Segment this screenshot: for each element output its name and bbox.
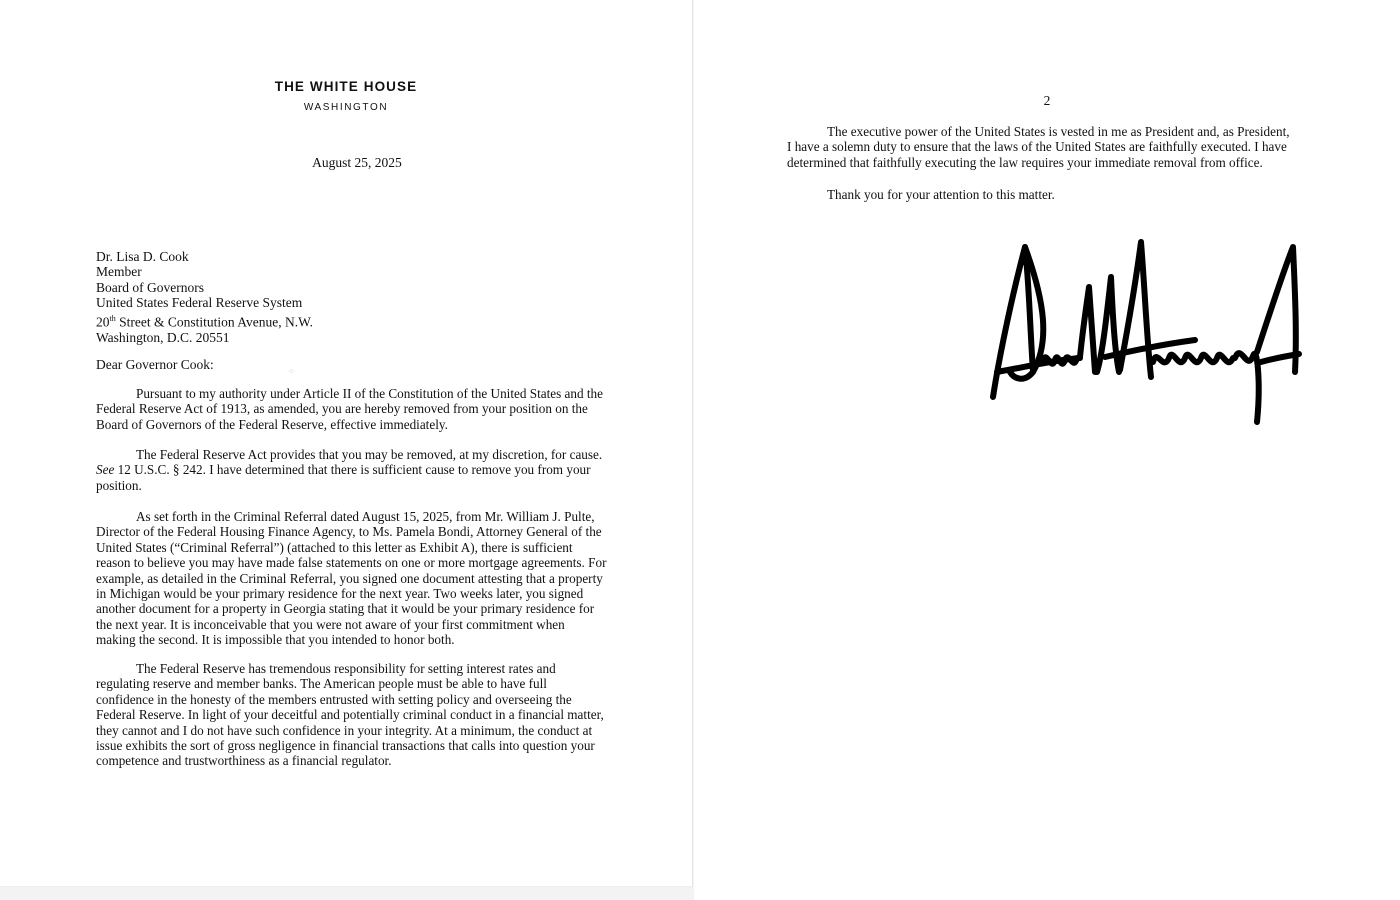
paragraph-line: Federal Reserve Act of 1913, as amended, you are hereby removed from your position on the [96, 401, 588, 417]
closing-line: Thank you for your attention to this matter. [827, 187, 1055, 202]
page-number: 2 [1043, 93, 1051, 108]
street-name: Street & Constitution Avenue, N.W. [115, 314, 313, 330]
citation-text: 12 U.S.C. § 242. I have determined that there is sufficient cause to remove you from your [114, 462, 591, 478]
letterhead-title: THE WHITE HOUSE [274, 79, 418, 94]
paragraph-line: United States (“Criminal Referral”) (attached to this letter as Exhibit A), there is sufficient [96, 539, 573, 555]
paragraph-line: Federal Reserve. In light of your deceitful and potentially criminal conduct in a financial matter, [96, 707, 604, 723]
scan-speck: ⁘ [288, 367, 295, 376]
citation-signal: See [96, 462, 115, 478]
paragraph-line: The Federal Reserve has tremendous responsibility for setting interest rates and [136, 661, 556, 676]
address-line: Dr. Lisa D. Cook [96, 249, 189, 264]
paragraph-line: they cannot and I do not have such confidence in your integrity. At a minimum, the conduct at [96, 722, 593, 738]
paragraph-line: determined that faithfully executing the law requires your immediate removal from office. [787, 154, 1263, 170]
paragraph-line: Pursuant to my authority under Article II of the Constitution of the United States and the [136, 386, 603, 401]
paragraph-line: example, as detailed in the Criminal Referral, you signed one document attesting that a property [96, 570, 603, 586]
letter-page-1 [0, 0, 693, 887]
paragraph-line: confidence in the honesty of the members entrusted with setting policy and overseeing the [96, 691, 572, 707]
paragraph-line: competence and trustworthiness as a financial regulator. [96, 753, 392, 769]
paragraph-line: I have a solemn duty to ensure that the laws of the United States are faithfully executed. I have [787, 139, 1287, 155]
paragraph-line: position. [96, 477, 142, 493]
paragraph-line: in Michigan would be your primary residence for the next year. Two weeks later, you signed [96, 586, 584, 602]
paragraph-line: another document for a property in Georgia stating that it would be your primary residence for [96, 601, 595, 617]
street-ordinal: th [109, 313, 116, 323]
address-line: Board of Governors [96, 279, 204, 295]
address-line: Member [96, 264, 142, 280]
paragraph-responsibility [96, 661, 620, 769]
paragraph-criminal-referral [96, 509, 620, 648]
address-line: Washington, D.C. 20551 [96, 329, 230, 345]
paragraph-line: As set forth in the Criminal Referral dated August 15, 2025, from Mr. William J. Pulte, [136, 509, 595, 524]
paragraph-line: making the second. It is impossible that you intended to honor both. [96, 632, 455, 648]
salutation: Dear Governor Cook: [96, 357, 214, 372]
letterhead-subtitle: WASHINGTON [303, 102, 389, 113]
paragraph-cause [96, 447, 620, 493]
paragraph-executive-power [787, 124, 1307, 170]
paragraph-removal [96, 386, 620, 432]
recipient-address [96, 249, 313, 345]
paragraph-line: The Federal Reserve Act provides that you may be removed, at my discretion, for cause. [136, 447, 603, 462]
paragraph-line [96, 462, 620, 477]
paragraph-line: Board of Governors of the Federal Reserve, effective immediately. [96, 416, 448, 432]
address-line: United States Federal Reserve System [96, 295, 303, 311]
paragraph-line: The executive power of the United States is vested in me as President and, as President, [827, 124, 1290, 139]
handwritten-signature [985, 232, 1305, 432]
paragraph-line: regulating reserve and member banks. The American people must be able to have full [96, 676, 547, 692]
street-number: 20 [96, 314, 110, 330]
paragraph-line: issue exhibits the sort of gross negligence in financial transactions that calls into question your [96, 738, 595, 754]
letter-date: August 25, 2025 [312, 155, 402, 170]
address-line [96, 311, 313, 330]
paragraph-line: Director of the Federal Housing Finance Agency, to Ms. Pamela Bondi, Attorney General of the [96, 524, 602, 540]
paragraph-line: reason to believe you may have made false statements on one or more mortgage agreements. For [96, 555, 607, 571]
paragraph-line: the next year. It is inconceivable that you were not aware of your first commitment when [96, 616, 565, 632]
